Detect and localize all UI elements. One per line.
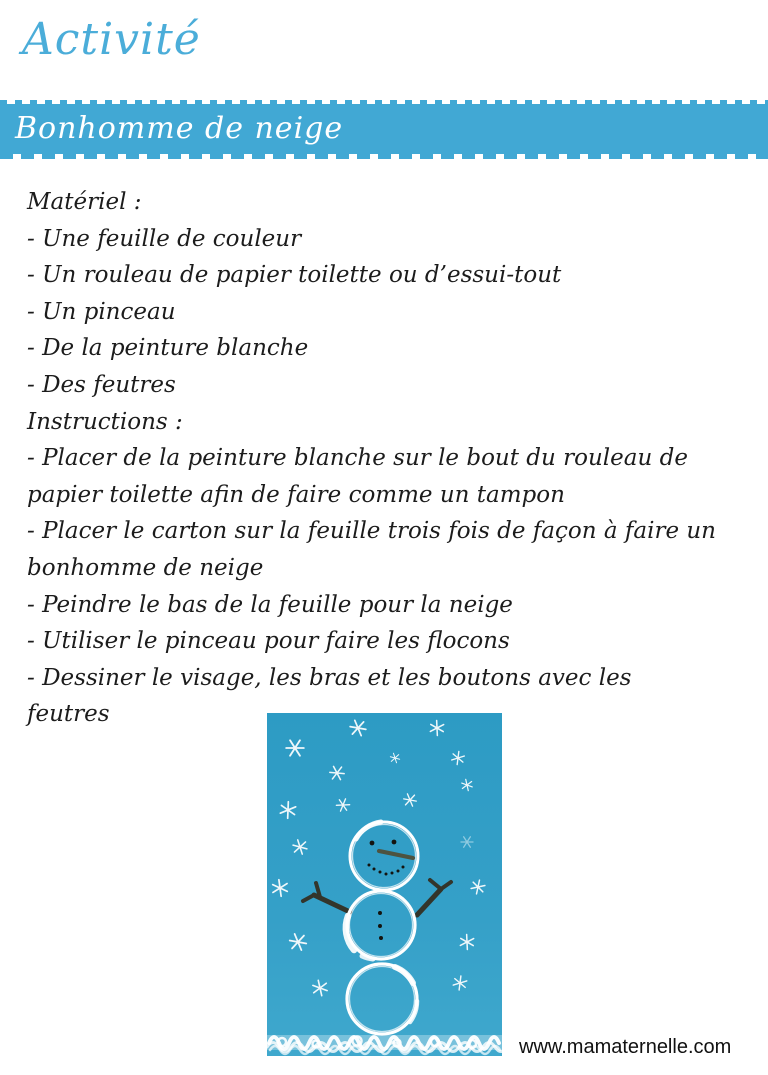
instruction-item-3: - Peindre le bas de la feuille pour la neige	[27, 591, 513, 618]
activity-banner	[0, 104, 768, 154]
materiel-item-4: - De la peinture blanche	[27, 335, 309, 362]
instruction-item-4: - Utiliser le pinceau pour faire les flocons	[27, 628, 510, 655]
materiel-item-3: - Un pinceau	[27, 298, 176, 325]
snowman-photo-svg	[267, 713, 502, 1056]
activity-text	[27, 184, 719, 733]
banner-label: Bonhomme de neige	[15, 111, 344, 146]
instructions-heading: Instructions :	[27, 408, 183, 435]
instruction-item-1: - Placer de la peinture blanche sur le bout du rouleau de papier toilette afin de faire comme un tampon	[27, 445, 688, 508]
left-eye	[370, 841, 375, 846]
materiel-item-2: - Un rouleau de papier toilette ou d’essui-tout	[27, 262, 562, 289]
page-title: Activité	[22, 14, 201, 65]
materiel-item-5: - Des feutres	[27, 371, 176, 398]
instruction-item-5: - Dessiner le visage, les bras et les boutons avec les feutres	[27, 664, 632, 728]
materiel-item-1: - Une feuille de couleur	[27, 225, 302, 252]
blue-paper-background	[267, 713, 502, 1056]
snowman-craft-photo	[267, 713, 502, 1056]
website-url: www.mamaternelle.com	[519, 1036, 732, 1058]
materiel-heading: Matériel :	[27, 189, 142, 215]
right-eye	[392, 840, 397, 845]
instruction-item-2: - Placer le carton sur la feuille trois fois de façon à faire un bonhomme de neige	[27, 518, 716, 581]
